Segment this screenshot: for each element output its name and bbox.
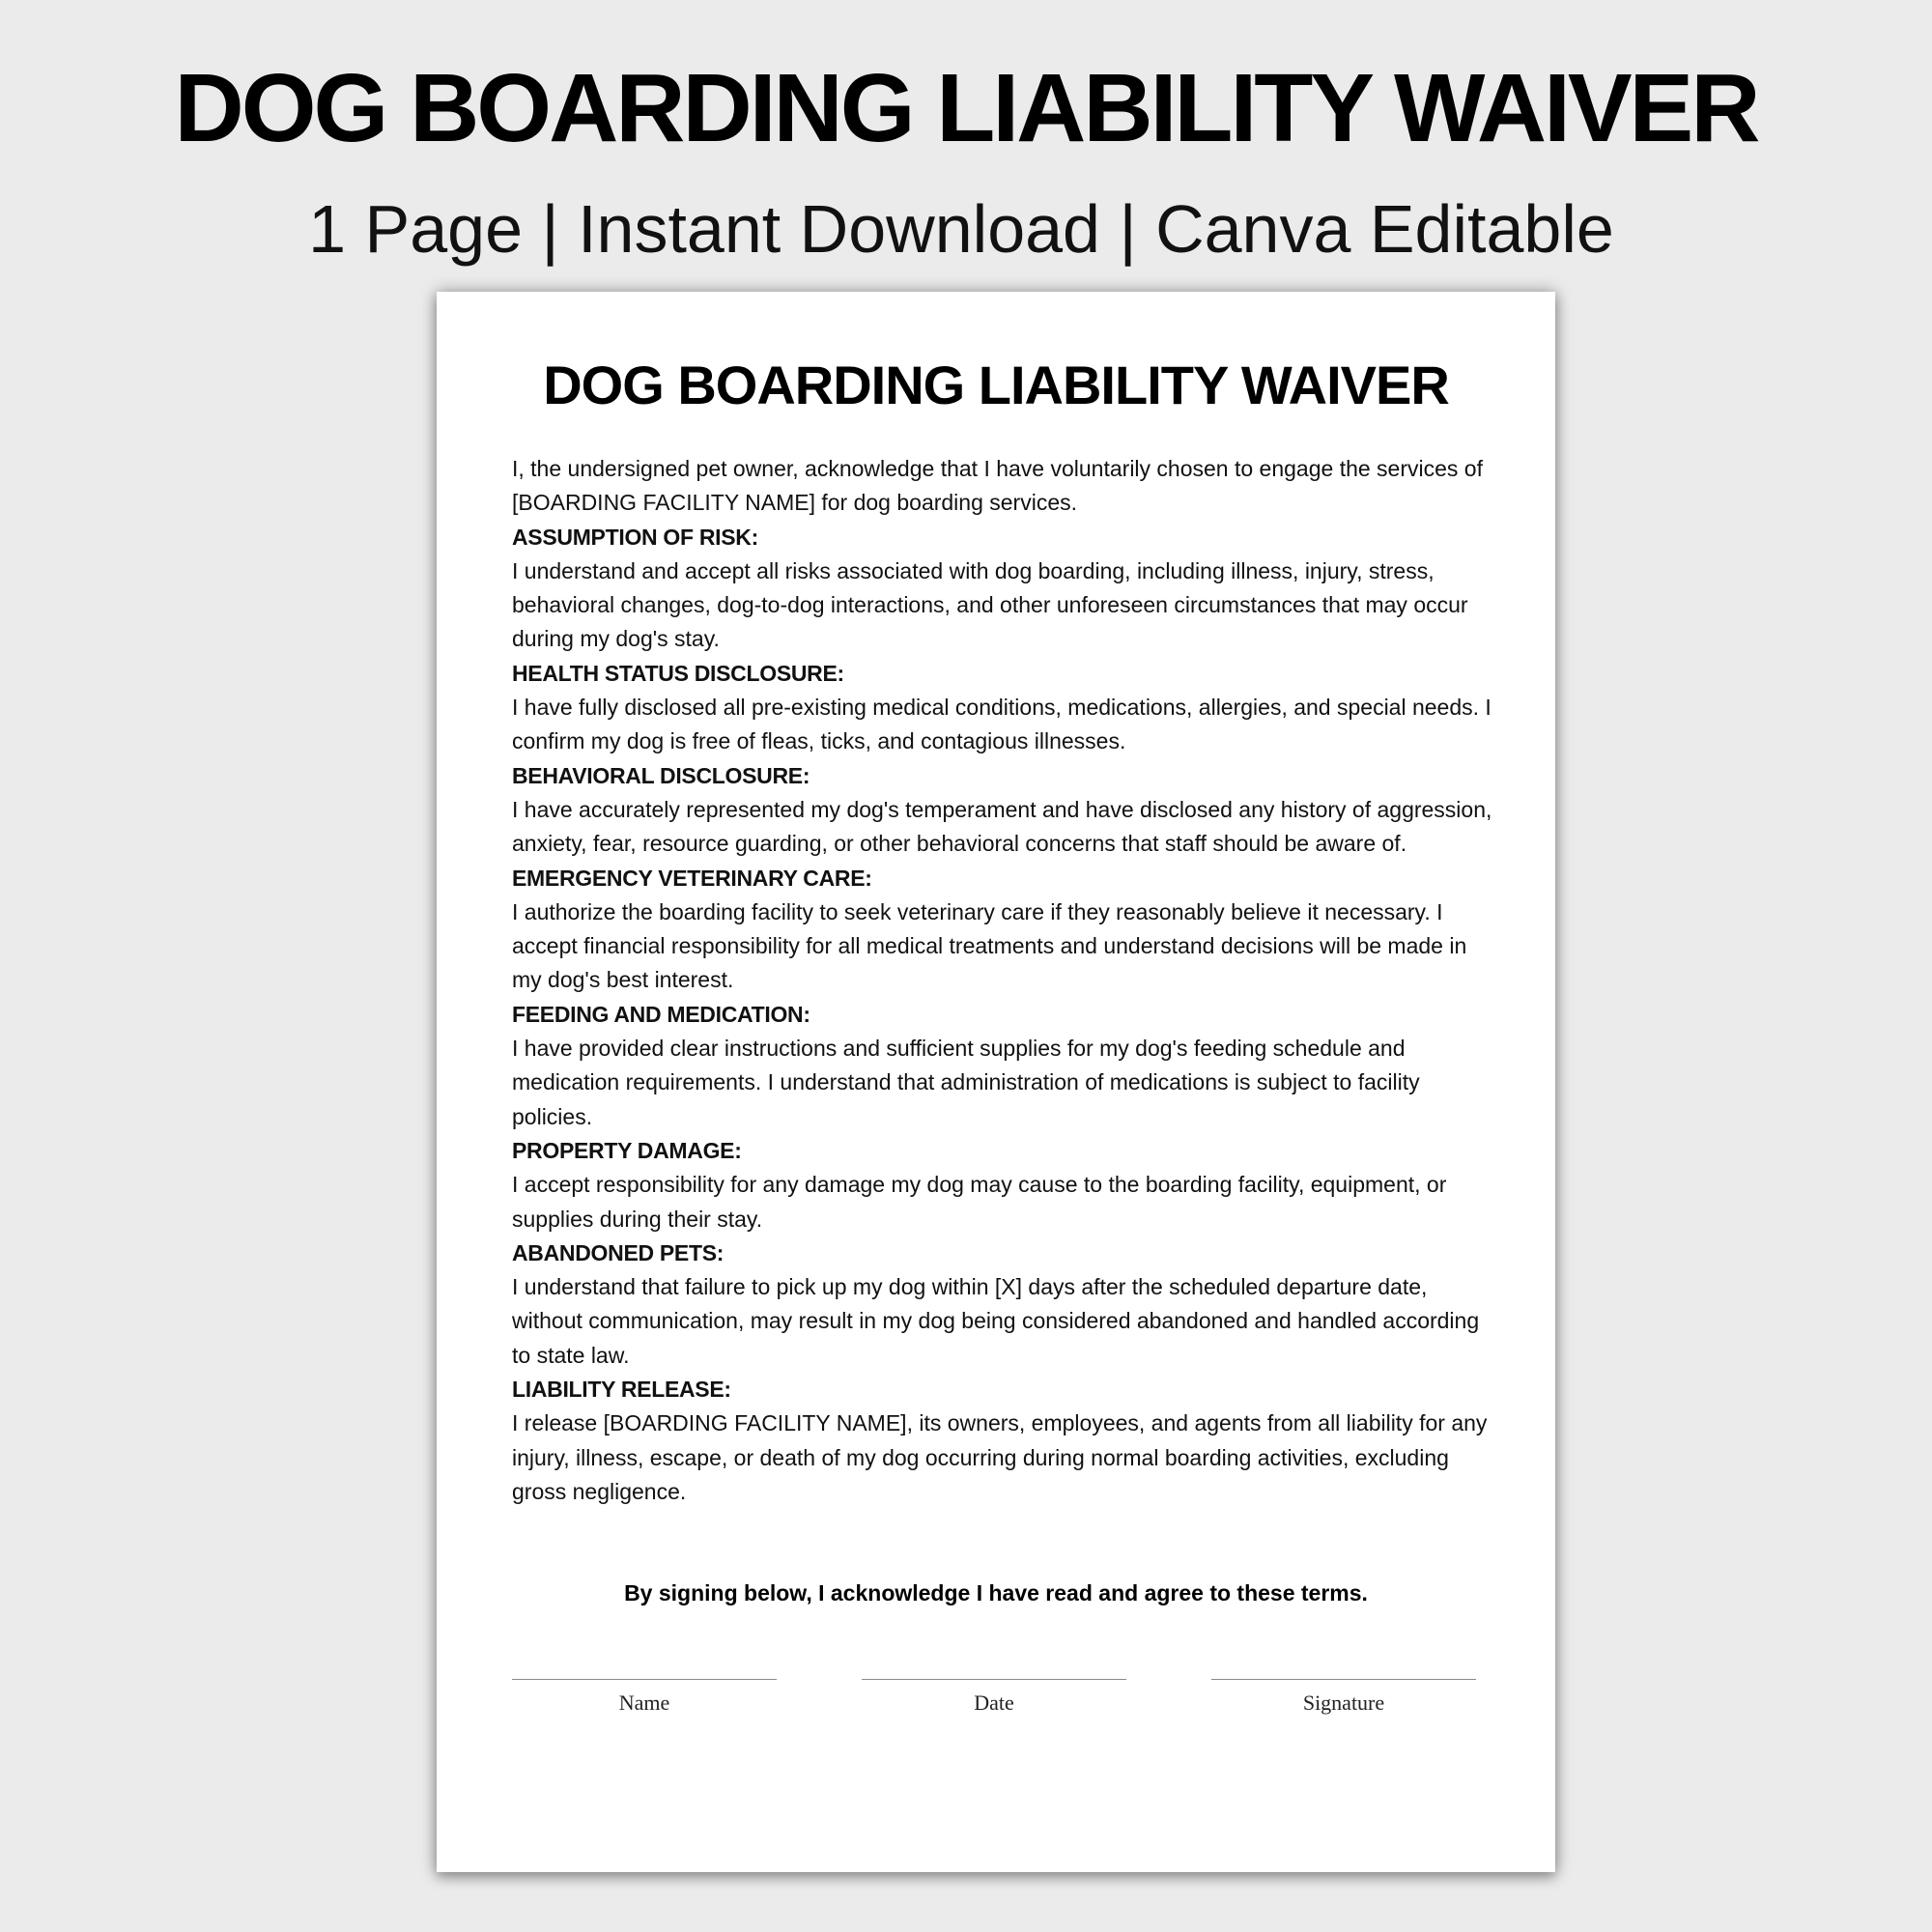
section-heading-abandoned-pets: ABANDONED PETS: [512,1239,724,1265]
section-text-abandoned-pets: I understand that failure to pick up my dog within [X] days after the scheduled departure date, without communication, may result in my dog being considered abandoned and handled according to state law. [512,1274,1480,1368]
date-signature-field[interactable] [862,1679,1126,1717]
section-heading-feeding: FEEDING AND MEDICATION: [512,1001,810,1027]
section-text-behavioral: I have accurately represented my dog's temperament and have disclosed any history of aggression, anxiety, fear, resource guarding, or other behavioral concerns that staff should be aware of. [512,796,1492,857]
banner-subtitle: 1 Page | Instant Download | Canva Editable [308,191,1614,267]
section-heading-health-status: HEALTH STATUS DISCLOSURE: [512,660,844,686]
section-text-feeding: I have provided clear instructions and sufficient supplies for my dog's feeding schedule and medication requirements. I understand that administration of medications is subject to facility policies. [512,1036,1420,1129]
agreement-statement: By signing below, I acknowledge I have read and agree to these terms. [624,1580,1368,1605]
section-text-health-status: I have fully disclosed all pre-existing medical conditions, medications, allergies, and special needs. I confirm my dog is free of fleas, ticks, and contagious illnesses. [512,695,1492,754]
section-text-assumption-of-risk: I understand and accept all risks associated with dog boarding, including illness, injury, stress, behavioral changes, dog-to-dog interactions, and other unforeseen circumstances that may occur during my dog's stay. [512,557,1468,652]
name-label: Name [618,1690,670,1715]
section-text-property-damage: I accept responsibility for any damage my dog may cause to the boarding facility, equipment, or supplies during their stay. [512,1172,1447,1232]
section-text-emergency-care: I authorize the boarding facility to seek veterinary care if they reasonably believe it necessary. I accept financial responsibility for all medical treatments and understand decisions will be made in my dog's best interest. [512,898,1467,993]
section-heading-emergency-care: EMERGENCY VETERINARY CARE: [512,865,872,891]
signature-field[interactable] [1211,1679,1476,1717]
section-heading-behavioral: BEHAVIORAL DISCLOSURE: [512,762,810,788]
signature-label: Signature [1302,1690,1385,1715]
signature-line[interactable] [1211,1679,1476,1680]
banner-title: DOG BOARDING LIABILITY WAIVER [174,54,1758,162]
date-label: Date [974,1690,1014,1715]
section-heading-assumption-of-risk: ASSUMPTION OF RISK: [512,524,758,550]
section-heading-liability-release: LIABILITY RELEASE: [512,1377,731,1403]
section-heading-property-damage: PROPERTY DAMAGE: [512,1137,742,1163]
name-line[interactable] [512,1679,777,1680]
name-signature-field[interactable] [512,1679,777,1717]
document-body [512,452,1492,1509]
date-line[interactable] [862,1679,1126,1680]
section-text-liability-release: I release [BOARDING FACILITY NAME], its owners, employees, and agents from all liability for any injury, illness, escape, or death of my dog occurring during normal boarding activities, excluding gross negligence. [512,1410,1488,1504]
intro-paragraph: I, the undersigned pet owner, acknowledge that I have voluntarily chosen to engage the services of [BOARDING FACILITY NAME] for dog boarding services. [512,456,1483,516]
document-page [437,292,1555,1872]
document-title: DOG BOARDING LIABILITY WAIVER [543,355,1449,415]
